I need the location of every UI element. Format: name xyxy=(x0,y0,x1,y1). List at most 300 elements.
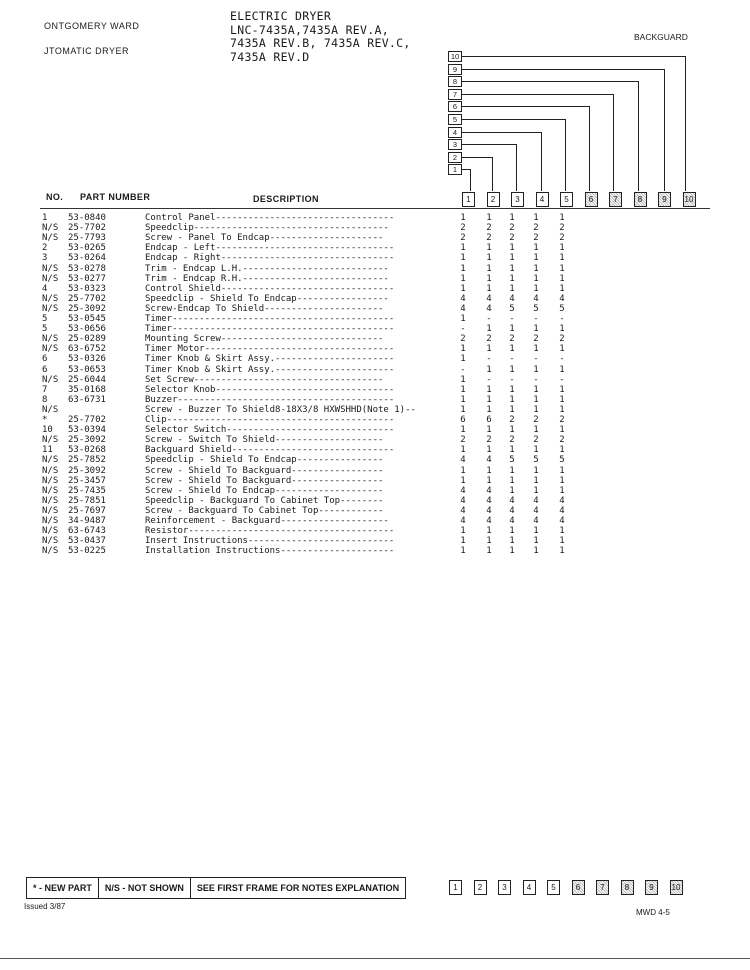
quantity-cell: - xyxy=(533,314,539,324)
description: Screw - Backguard To Cabinet Top------------ xyxy=(145,505,384,516)
quantity-cell: - xyxy=(509,374,515,385)
quantity-cell: 1 xyxy=(509,526,515,537)
model-column-number: 10 xyxy=(670,880,683,895)
diagram-number-box: 10 xyxy=(448,51,462,62)
quantity-cell: 4 xyxy=(486,505,492,516)
model-column-number: 6 xyxy=(585,192,598,207)
quantity-cell: 1 xyxy=(533,273,539,284)
model-column-number: 5 xyxy=(560,192,573,207)
quantity-cell: 1 xyxy=(559,546,565,557)
quantity-cell: 4 xyxy=(460,303,466,314)
description: Screw - Shield To Endcap-------------------- xyxy=(145,485,384,496)
quantity-cell: 5 xyxy=(533,455,539,466)
quantity-cell: 1 xyxy=(559,465,565,476)
item-number: N/S xyxy=(42,536,59,547)
legend-notes: SEE FIRST FRAME FOR NOTES EXPLANATION xyxy=(196,883,400,893)
item-number: N/S xyxy=(42,334,59,345)
quantity-cell: 1 xyxy=(460,465,466,476)
item-number: 4 xyxy=(42,283,48,294)
model-column-number: 5 xyxy=(547,880,560,895)
model-column-number: 4 xyxy=(523,880,536,895)
description: Trim - Endcap L.H.--------------------------- xyxy=(145,263,389,274)
quantity-cell: 1 xyxy=(533,536,539,547)
quantity-cell: 1 xyxy=(533,344,539,355)
quantity-cell: 1 xyxy=(559,283,565,294)
title-line: 7435A REV.B, 7435A REV.C, xyxy=(230,36,411,50)
quantity-cell: 1 xyxy=(533,364,539,375)
quantity-cell: 1 xyxy=(509,536,515,547)
quantity-cell: 1 xyxy=(486,344,492,355)
item-number: 10 xyxy=(42,425,53,436)
quantity-cell: 1 xyxy=(486,384,492,395)
issued-date: Issued 3/87 xyxy=(24,902,66,911)
quantity-cell: 1 xyxy=(460,253,466,264)
description: Buzzer---------------------------------------- xyxy=(145,394,395,405)
quantity-cell: 4 xyxy=(509,293,515,304)
quantity-cell: 1 xyxy=(509,253,515,264)
part-number: 53-0264 xyxy=(68,253,106,264)
quantity-cell: 4 xyxy=(460,455,466,466)
quantity-cell: 1 xyxy=(533,283,539,294)
quantity-cell: 2 xyxy=(460,223,466,234)
diagram-number-box: 8 xyxy=(448,76,462,87)
item-number: N/S xyxy=(42,273,59,284)
quantity-cell: 1 xyxy=(509,213,515,223)
quantity-cell: - xyxy=(486,354,492,365)
quantity-cell: 2 xyxy=(533,223,539,234)
quantity-cell: 1 xyxy=(559,324,565,335)
part-number: 53-0268 xyxy=(68,445,106,456)
quantity-cell: 4 xyxy=(559,495,565,506)
quantity-cell: 4 xyxy=(559,293,565,304)
part-number: 35-0168 xyxy=(68,384,106,395)
product-type: JTOMATIC DRYER xyxy=(44,46,130,56)
quantity-cell: 1 xyxy=(559,273,565,284)
part-number: 53-0653 xyxy=(68,364,106,375)
legend-new-part: * - NEW PART xyxy=(27,878,99,898)
quantity-cell: 4 xyxy=(486,495,492,506)
page-bottom-rule xyxy=(0,958,750,959)
model-column-number: 10 xyxy=(683,192,696,207)
quantity-cell: 1 xyxy=(559,475,565,486)
quantity-cell: 5 xyxy=(509,303,515,314)
quantity-cell: 2 xyxy=(460,334,466,345)
description: Selector Knob--------------------------------- xyxy=(145,384,395,395)
model-column-number: 1 xyxy=(462,192,475,207)
quantity-cell: 4 xyxy=(486,485,492,496)
quantity-cell: 1 xyxy=(559,364,565,375)
quantity-cell: 1 xyxy=(460,536,466,547)
quantity-cell: 1 xyxy=(559,263,565,274)
description: Control Panel--------------------------------- xyxy=(145,213,395,223)
quantity-cell: 1 xyxy=(460,384,466,395)
quantity-cell: - xyxy=(533,354,539,365)
model-column-number: 4 xyxy=(536,192,549,207)
part-number: 25-6044 xyxy=(68,374,106,385)
quantity-cell: 1 xyxy=(460,475,466,486)
part-number: 63-6743 xyxy=(68,526,106,537)
quantity-cell: 1 xyxy=(460,445,466,456)
description: Selector Switch------------------------------- xyxy=(145,425,395,436)
model-column-number: 8 xyxy=(634,192,647,207)
quantity-cell: - xyxy=(533,374,539,385)
part-number: 53-0278 xyxy=(68,263,106,274)
item-number: 2 xyxy=(42,243,48,254)
description: Screw-Endcap To Shield---------------------- xyxy=(145,303,384,314)
part-number: 53-0656 xyxy=(68,324,106,335)
quantity-cell: 2 xyxy=(486,334,492,345)
quantity-cell: 1 xyxy=(509,546,515,557)
quantity-cell: 1 xyxy=(509,394,515,405)
quantity-cell: 4 xyxy=(559,505,565,516)
quantity-cell: 2 xyxy=(559,415,565,425)
quantity-cell: 4 xyxy=(509,495,515,506)
description: Speedclip - Shield To Endcap---------------- xyxy=(145,455,384,466)
backguard-label: BACKGUARD xyxy=(634,32,688,42)
quantity-cell: 4 xyxy=(460,516,466,526)
part-number: 53-0225 xyxy=(68,546,106,557)
model-column-number: 9 xyxy=(658,192,671,207)
model-column-number: 2 xyxy=(474,880,487,895)
column-header-description: DESCRIPTION xyxy=(253,194,319,204)
page-code: MWD 4-5 xyxy=(636,908,670,917)
quantity-cell: 2 xyxy=(460,435,466,446)
quantity-cell: 1 xyxy=(533,404,539,415)
quantity-cell: 2 xyxy=(509,233,515,244)
quantity-cell: 1 xyxy=(486,324,492,335)
description: Set Screw----------------------------------- xyxy=(145,374,384,385)
part-number: 25-3457 xyxy=(68,475,106,486)
description: Screw - Shield To Backguard----------------- xyxy=(145,465,384,476)
quantity-cell: 4 xyxy=(533,495,539,506)
part-number: 25-3092 xyxy=(68,303,106,314)
title-line: 7435A REV.D xyxy=(230,49,310,64)
part-number: 63-6731 xyxy=(68,394,106,405)
quantity-cell: 4 xyxy=(460,505,466,516)
model-column-number: 3 xyxy=(511,192,524,207)
item-number: N/S xyxy=(42,505,59,516)
quantity-cell: 1 xyxy=(533,445,539,456)
quantity-cell: 1 xyxy=(559,243,565,254)
quantity-cell: 1 xyxy=(559,253,565,264)
model-column-number: 3 xyxy=(498,880,511,895)
quantity-cell: 1 xyxy=(486,243,492,254)
part-number: 53-0437 xyxy=(68,536,106,547)
quantity-cell: 1 xyxy=(533,213,539,223)
part-number: 25-3092 xyxy=(68,435,106,446)
quantity-cell: - xyxy=(460,324,466,335)
quantity-cell: 1 xyxy=(486,364,492,375)
quantity-cell: 1 xyxy=(533,253,539,264)
item-number: * xyxy=(42,415,48,425)
quantity-cell: 1 xyxy=(509,475,515,486)
quantity-cell: 1 xyxy=(486,394,492,405)
quantity-cell: 4 xyxy=(486,303,492,314)
quantity-cell: 1 xyxy=(533,526,539,537)
title-line: LNC-7435A,7435A REV.A, xyxy=(230,22,389,37)
quantity-cell: - xyxy=(460,364,466,375)
quantity-cell: 4 xyxy=(486,516,492,526)
item-number: N/S xyxy=(42,485,59,496)
quantity-cell: 4 xyxy=(509,516,515,526)
diagram-number-box: 6 xyxy=(448,101,462,112)
model-column-number: 7 xyxy=(596,880,609,895)
quantity-cell: 1 xyxy=(460,263,466,274)
quantity-cell: 1 xyxy=(486,404,492,415)
quantity-cell: 1 xyxy=(509,465,515,476)
quantity-cell: 2 xyxy=(486,223,492,234)
description: Resistor-------------------------------------- xyxy=(145,526,395,537)
quantity-cell: 1 xyxy=(509,425,515,436)
title-line: ELECTRIC DRYER xyxy=(230,9,332,23)
description: Mounting Screw------------------------------ xyxy=(145,334,384,345)
description: Timer Knob & Skirt Assy.---------------------- xyxy=(145,354,395,365)
quantity-cell: 2 xyxy=(486,435,492,446)
description: Backguard Shield------------------------------ xyxy=(145,445,395,456)
quantity-cell: 1 xyxy=(486,475,492,486)
quantity-cell: 1 xyxy=(486,536,492,547)
brand-name: ONTGOMERY WARD xyxy=(44,21,140,31)
model-column-number: 6 xyxy=(572,880,585,895)
model-column-number: 7 xyxy=(609,192,622,207)
quantity-cell: 1 xyxy=(533,324,539,335)
quantity-cell: 1 xyxy=(533,394,539,405)
description: Trim - Endcap R.H.--------------------------- xyxy=(145,273,389,284)
quantity-cell: - xyxy=(509,314,515,324)
quantity-cell: 1 xyxy=(533,475,539,486)
quantity-cell: 1 xyxy=(559,526,565,537)
part-number: 53-0394 xyxy=(68,425,106,436)
description: Timer Motor----------------------------------- xyxy=(145,344,395,355)
quantity-cell: 1 xyxy=(559,536,565,547)
quantity-cell: 1 xyxy=(486,445,492,456)
quantity-cell: 1 xyxy=(559,404,565,415)
quantity-cell: 2 xyxy=(460,233,466,244)
part-number: 53-0277 xyxy=(68,273,106,284)
quantity-cell: 1 xyxy=(486,283,492,294)
item-number: N/S xyxy=(42,526,59,537)
part-number: 25-3092 xyxy=(68,465,106,476)
quantity-cell: 2 xyxy=(509,334,515,345)
quantity-cell: 4 xyxy=(533,293,539,304)
part-number: 34-9487 xyxy=(68,516,106,526)
quantity-cell: 1 xyxy=(509,324,515,335)
quantity-cell: 4 xyxy=(486,293,492,304)
part-number: 25-7702 xyxy=(68,415,106,425)
quantity-cell: 2 xyxy=(509,223,515,234)
description: Endcap - Left--------------------------------- xyxy=(145,243,395,254)
quantity-cell: 1 xyxy=(533,425,539,436)
quantity-cell: 1 xyxy=(486,526,492,537)
description: Insert Instructions--------------------------- xyxy=(145,536,395,547)
quantity-cell: 1 xyxy=(509,273,515,284)
item-number: N/S xyxy=(42,516,59,526)
item-number: N/S xyxy=(42,455,59,466)
quantity-cell: 2 xyxy=(533,415,539,425)
quantity-cell: 6 xyxy=(486,415,492,425)
quantity-cell: 2 xyxy=(486,233,492,244)
quantity-cell: 1 xyxy=(486,465,492,476)
part-number: 25-7435 xyxy=(68,485,106,496)
quantity-cell: - xyxy=(486,374,492,385)
description: Timer----------------------------------------- xyxy=(145,324,395,335)
quantity-cell: 1 xyxy=(559,213,565,223)
quantity-cell: 4 xyxy=(460,495,466,506)
quantity-cell: 4 xyxy=(533,505,539,516)
document-title xyxy=(230,10,411,64)
quantity-cell: 1 xyxy=(509,344,515,355)
part-number: 53-0840 xyxy=(68,213,106,223)
quantity-cell: 2 xyxy=(533,435,539,446)
quantity-cell: 1 xyxy=(533,465,539,476)
model-column-number: 8 xyxy=(621,880,634,895)
quantity-cell: - xyxy=(559,314,565,324)
item-number: N/S xyxy=(42,546,59,557)
quantity-cell: 4 xyxy=(460,293,466,304)
quantity-cell: 1 xyxy=(509,485,515,496)
quantity-cell: 2 xyxy=(559,435,565,446)
diagram-number-box: 1 xyxy=(448,164,462,175)
item-number: N/S xyxy=(42,435,59,446)
quantity-cell: 2 xyxy=(559,223,565,234)
part-number: 25-7851 xyxy=(68,495,106,506)
quantity-cell: 1 xyxy=(533,263,539,274)
quantity-cell: 1 xyxy=(460,425,466,436)
quantity-cell: 1 xyxy=(533,546,539,557)
quantity-cell: 1 xyxy=(460,374,466,385)
quantity-cell: 1 xyxy=(533,384,539,395)
part-number: 25-0289 xyxy=(68,334,106,345)
quantity-cell: 1 xyxy=(533,485,539,496)
quantity-cell: 1 xyxy=(509,445,515,456)
description: Installation Instructions--------------------- xyxy=(145,546,395,557)
quantity-cell: 1 xyxy=(509,243,515,254)
part-number: 25-7702 xyxy=(68,293,106,304)
quantity-cell: 4 xyxy=(509,505,515,516)
quantity-cell: - xyxy=(509,354,515,365)
part-number: 53-0545 xyxy=(68,314,106,324)
item-number: N/S xyxy=(42,495,59,506)
description: Screw - Shield To Backguard----------------- xyxy=(145,475,384,486)
item-number: N/S xyxy=(42,263,59,274)
quantity-cell: 1 xyxy=(460,243,466,254)
quantity-cell: 1 xyxy=(486,273,492,284)
item-number: N/S xyxy=(42,374,59,385)
quantity-cell: 1 xyxy=(559,384,565,395)
quantity-cell: 1 xyxy=(460,314,466,324)
diagram-number-box: 7 xyxy=(448,89,462,100)
column-header-part-number: PART NUMBER xyxy=(80,192,151,202)
quantity-cell: - xyxy=(559,374,565,385)
quantity-cell: 1 xyxy=(486,253,492,264)
quantity-cell: 6 xyxy=(460,415,466,425)
part-number: 63-6752 xyxy=(68,344,106,355)
diagram-number-box: 5 xyxy=(448,114,462,125)
quantity-cell: 5 xyxy=(533,303,539,314)
description: Screw - Panel To Endcap--------------------- xyxy=(145,233,384,244)
quantity-cell: 1 xyxy=(559,344,565,355)
description: Timer Knob & Skirt Assy.---------------------- xyxy=(145,364,395,375)
model-column-number: 9 xyxy=(645,880,658,895)
quantity-cell: 1 xyxy=(486,213,492,223)
item-number: N/S xyxy=(42,465,59,476)
model-column-number: 2 xyxy=(487,192,500,207)
quantity-cell: 1 xyxy=(509,384,515,395)
quantity-cell: 2 xyxy=(559,334,565,345)
quantity-cell: 4 xyxy=(486,455,492,466)
quantity-cell: - xyxy=(486,314,492,324)
description: Clip------------------------------------------ xyxy=(145,415,395,425)
part-number: 53-0323 xyxy=(68,283,106,294)
item-number: 6 xyxy=(42,364,48,375)
item-number: 8 xyxy=(42,394,48,405)
item-number: 5 xyxy=(42,324,48,335)
part-number: 25-7702 xyxy=(68,223,106,234)
quantity-cell: 1 xyxy=(559,485,565,496)
description: Screw - Switch To Shield-------------------- xyxy=(145,435,384,446)
column-header-no: NO. xyxy=(46,192,64,202)
description: Speedclip - Backguard To Cabinet Top-------- xyxy=(145,495,384,506)
quantity-cell: 4 xyxy=(559,516,565,526)
part-number: 25-7697 xyxy=(68,505,106,516)
description: Speedclip------------------------------------ xyxy=(145,223,389,234)
part-number: 53-0326 xyxy=(68,354,106,365)
quantity-cell: 1 xyxy=(509,404,515,415)
description: Screw - Buzzer To Shield8-18X3/8 HXWSHHD(Note 1)-- xyxy=(145,404,416,415)
description: Endcap - Right-------------------------------- xyxy=(145,253,395,264)
leader-line xyxy=(462,169,471,191)
item-number: N/S xyxy=(42,303,59,314)
part-number: 53-0265 xyxy=(68,243,106,254)
item-number: 5 xyxy=(42,314,48,324)
quantity-cell: 4 xyxy=(460,485,466,496)
quantity-cell: 5 xyxy=(559,303,565,314)
quantity-cell: 2 xyxy=(559,233,565,244)
part-number: 25-7793 xyxy=(68,233,106,244)
quantity-cell: 1 xyxy=(533,243,539,254)
quantity-cell: 1 xyxy=(460,354,466,365)
quantity-cell: 1 xyxy=(559,425,565,436)
diagram-number-box: 3 xyxy=(448,139,462,150)
item-number: N/S xyxy=(42,404,59,415)
quantity-cell: 1 xyxy=(486,425,492,436)
quantity-cell: 2 xyxy=(533,233,539,244)
quantity-cell: 5 xyxy=(559,455,565,466)
description: Reinforcement - Backguard-------------------- xyxy=(145,516,389,526)
header-divider xyxy=(40,208,710,209)
description: Timer----------------------------------------- xyxy=(145,314,395,324)
description: Speedclip - Shield To Endcap----------------- xyxy=(145,293,389,304)
quantity-cell: 1 xyxy=(460,344,466,355)
quantity-cell: 2 xyxy=(509,415,515,425)
quantity-cell: - xyxy=(559,354,565,365)
quantity-cell: 1 xyxy=(486,546,492,557)
quantity-cell: 1 xyxy=(559,394,565,405)
quantity-cell: 1 xyxy=(460,213,466,223)
description: Control Shield-------------------------------- xyxy=(145,283,395,294)
quantity-cell: 1 xyxy=(559,445,565,456)
diagram-number-box: 9 xyxy=(448,64,462,75)
quantity-cell: 1 xyxy=(460,526,466,537)
model-column-number: 1 xyxy=(449,880,462,895)
quantity-cell: 1 xyxy=(460,283,466,294)
quantity-cell: 1 xyxy=(509,283,515,294)
item-number: N/S xyxy=(42,233,59,244)
quantity-cell: 1 xyxy=(509,364,515,375)
quantity-cell: 1 xyxy=(460,404,466,415)
item-number: N/S xyxy=(42,293,59,304)
quantity-cell: 2 xyxy=(509,435,515,446)
